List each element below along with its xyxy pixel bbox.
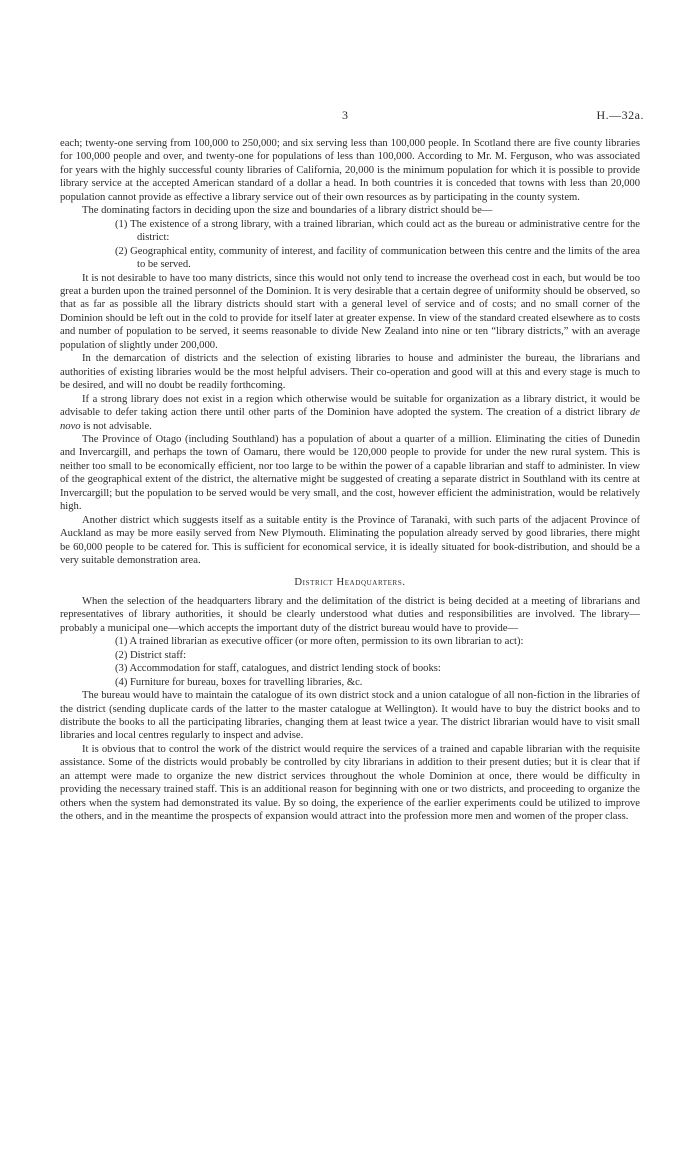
paragraph-6: The Province of Otago (including Southland) has a population of about a quarter of a million. Eliminating the cities of Dunedin and Invercargill, and perhaps the town of Oamaru, there would be 120,000 people to provide for under the new rural system. This is neither too small to be economically efficient, nor too large to be within the power of a capable librarian and staff to administer. In view of the geographical extent of the district, the alternative might be suggested of creating a separate district in Southland with its centre at Invercargill; but the population to be served would be very small, and the cost, however efficient the administration, would be relatively high. (60, 433, 640, 513)
section-heading: District Headquarters. (294, 576, 406, 588)
list-item (115, 635, 640, 648)
paragraph-4: In the demarcation of districts and the selection of existing libraries to house and administer the bureau, the librarians and authorities of existing libraries would be the most helpful advisers. Their co-operation and good will at this and every stage is much to be desired, and will no doubt be readily forthcoming. (60, 353, 640, 392)
paragraph-3: It is not desirable to have too many districts, since this would not only tend to increase the overhead cost in each, but would be too great a burden upon the trained personnel of the Dominion. It is very desirable that a certain degree of uniformity should be observed, so that as far as possible all the library districts should start with a general level of service and of costs; and no small corner of the Dominion should be left out in the cold to provide for itself later at greater expense. In view of the standard created elsewhere as to costs and number of population to be served, it seems reasonable to divide New Zealand into nine or ten “library districts,” with an average population of slightly under 200,000. (60, 272, 640, 351)
item-text: A trained librarian as executive officer (or more often, permission to its own librarian to act): (129, 636, 524, 648)
paragraph-5 (60, 393, 640, 433)
item-text: The existence of a strong library, with a trained librarian, which could act as the bureau or administrative centre for the district: (130, 218, 640, 244)
item-number: (2) (115, 245, 128, 257)
list-item (115, 662, 640, 675)
provisions-list (60, 635, 640, 689)
item-number: (1) (115, 218, 128, 230)
item-text: Geographical entity, community of interest, and facility of communication between this centre and the limits of the area to be served. (130, 245, 640, 271)
page-number: 3 (342, 108, 348, 122)
paragraph-10: It is obvious that to control the work of the district would require the services of a trained and capable librarian with the requisite assistance. Some of the districts would probably be controlled by city librarians in addition to their present duties; but it is clear that if an attempt were made to organize the new district services throughout the whole Dominion at once, there would be difficulty in providing the necessary trained staff. This is an additional reason for beginning with one or two districts, and proceeding to organize the others when the system had demonstrated its value. By so doing, the experience of the earlier experiments could be utilized to improve the others, and in the meantime the prospects of expansion would attract into the profession more men and women of the proper class. (60, 743, 640, 823)
paragraph-1: each; twenty-one serving from 100,000 to 250,000; and six serving less than 100,000 people. In Scotland there are five county libraries for 100,000 people and over, and twenty-one for populations of less than 100,000. According to Mr. M. Ferguson, who was associated for years with the highly successful county libraries of California, 20,000 is the minimum population for which it is possible to provide library service at the accepted American standard of a dollar a head. In both countries it is conceded that towns with less than 20,000 population cannot provide as effective a library service out of their own resources as by participating in the county system. (60, 138, 640, 203)
factors-list (60, 218, 640, 272)
paragraph-8: When the selection of the headquarters library and the delimitation of the district is being decided at a meeting of librarians and representatives of library authorities, it should be clearly understood what duties and responsibilities are involved. The library—probably a municipal one—which accepts the important duty of the district bureau would have to provide— (60, 595, 640, 634)
item-number: (3) (115, 663, 128, 675)
paragraph-5-text: If a strong library does not exist in a region which otherwise would be suitable for organization as a library district, it would be advisable to defer taking action there until other parts of the Dominion have adopted the system. The creation of a district library (60, 393, 640, 419)
item-text: Furniture for bureau, boxes for travelling libraries, &c. (130, 676, 363, 688)
list-item (115, 218, 640, 245)
item-number: (1) (115, 636, 128, 648)
item-text: District staff: (130, 649, 187, 661)
latin-phrase: de novo (60, 407, 640, 432)
item-number: (2) (115, 649, 128, 661)
paragraph-5-end: is not advisable. (83, 420, 152, 432)
page-header (0, 108, 700, 126)
paragraph-9: The bureau would have to maintain the catalogue of its own district stock and a union catalogue of all non-fiction in the libraries of the district (sending duplicate cards of the latter to the master catalogue at Wellington). It would have to buy the district books and to distribute the books to all the participating libraries, changing them at least twice a year. The district librarian would have to visit small libraries and local centres regularly to inspect and advise. (60, 690, 640, 742)
item-number: (4) (115, 676, 128, 688)
item-text: Accommodation for staff, catalogues, and district lending stock of books: (129, 663, 441, 675)
list-item (115, 245, 640, 272)
list-item (115, 676, 640, 689)
paragraph-7: Another district which suggests itself as a suitable entity is the Province of Taranaki, with such parts of the adjacent Province of Auckland as may be more easily served from New Plymouth. Eliminating the population already served by good libraries, there might be 60,000 people to be catered for. This is sufficient for economical service, it is ideally situated for book-distribution, and should be a very suitable demonstration area. (60, 514, 640, 567)
list-item (115, 649, 640, 662)
document-reference: H.—32a. (596, 108, 644, 122)
paragraph-2: The dominating factors in deciding upon the size and boundaries of a library district should be— (82, 205, 493, 217)
document-body (60, 137, 640, 824)
